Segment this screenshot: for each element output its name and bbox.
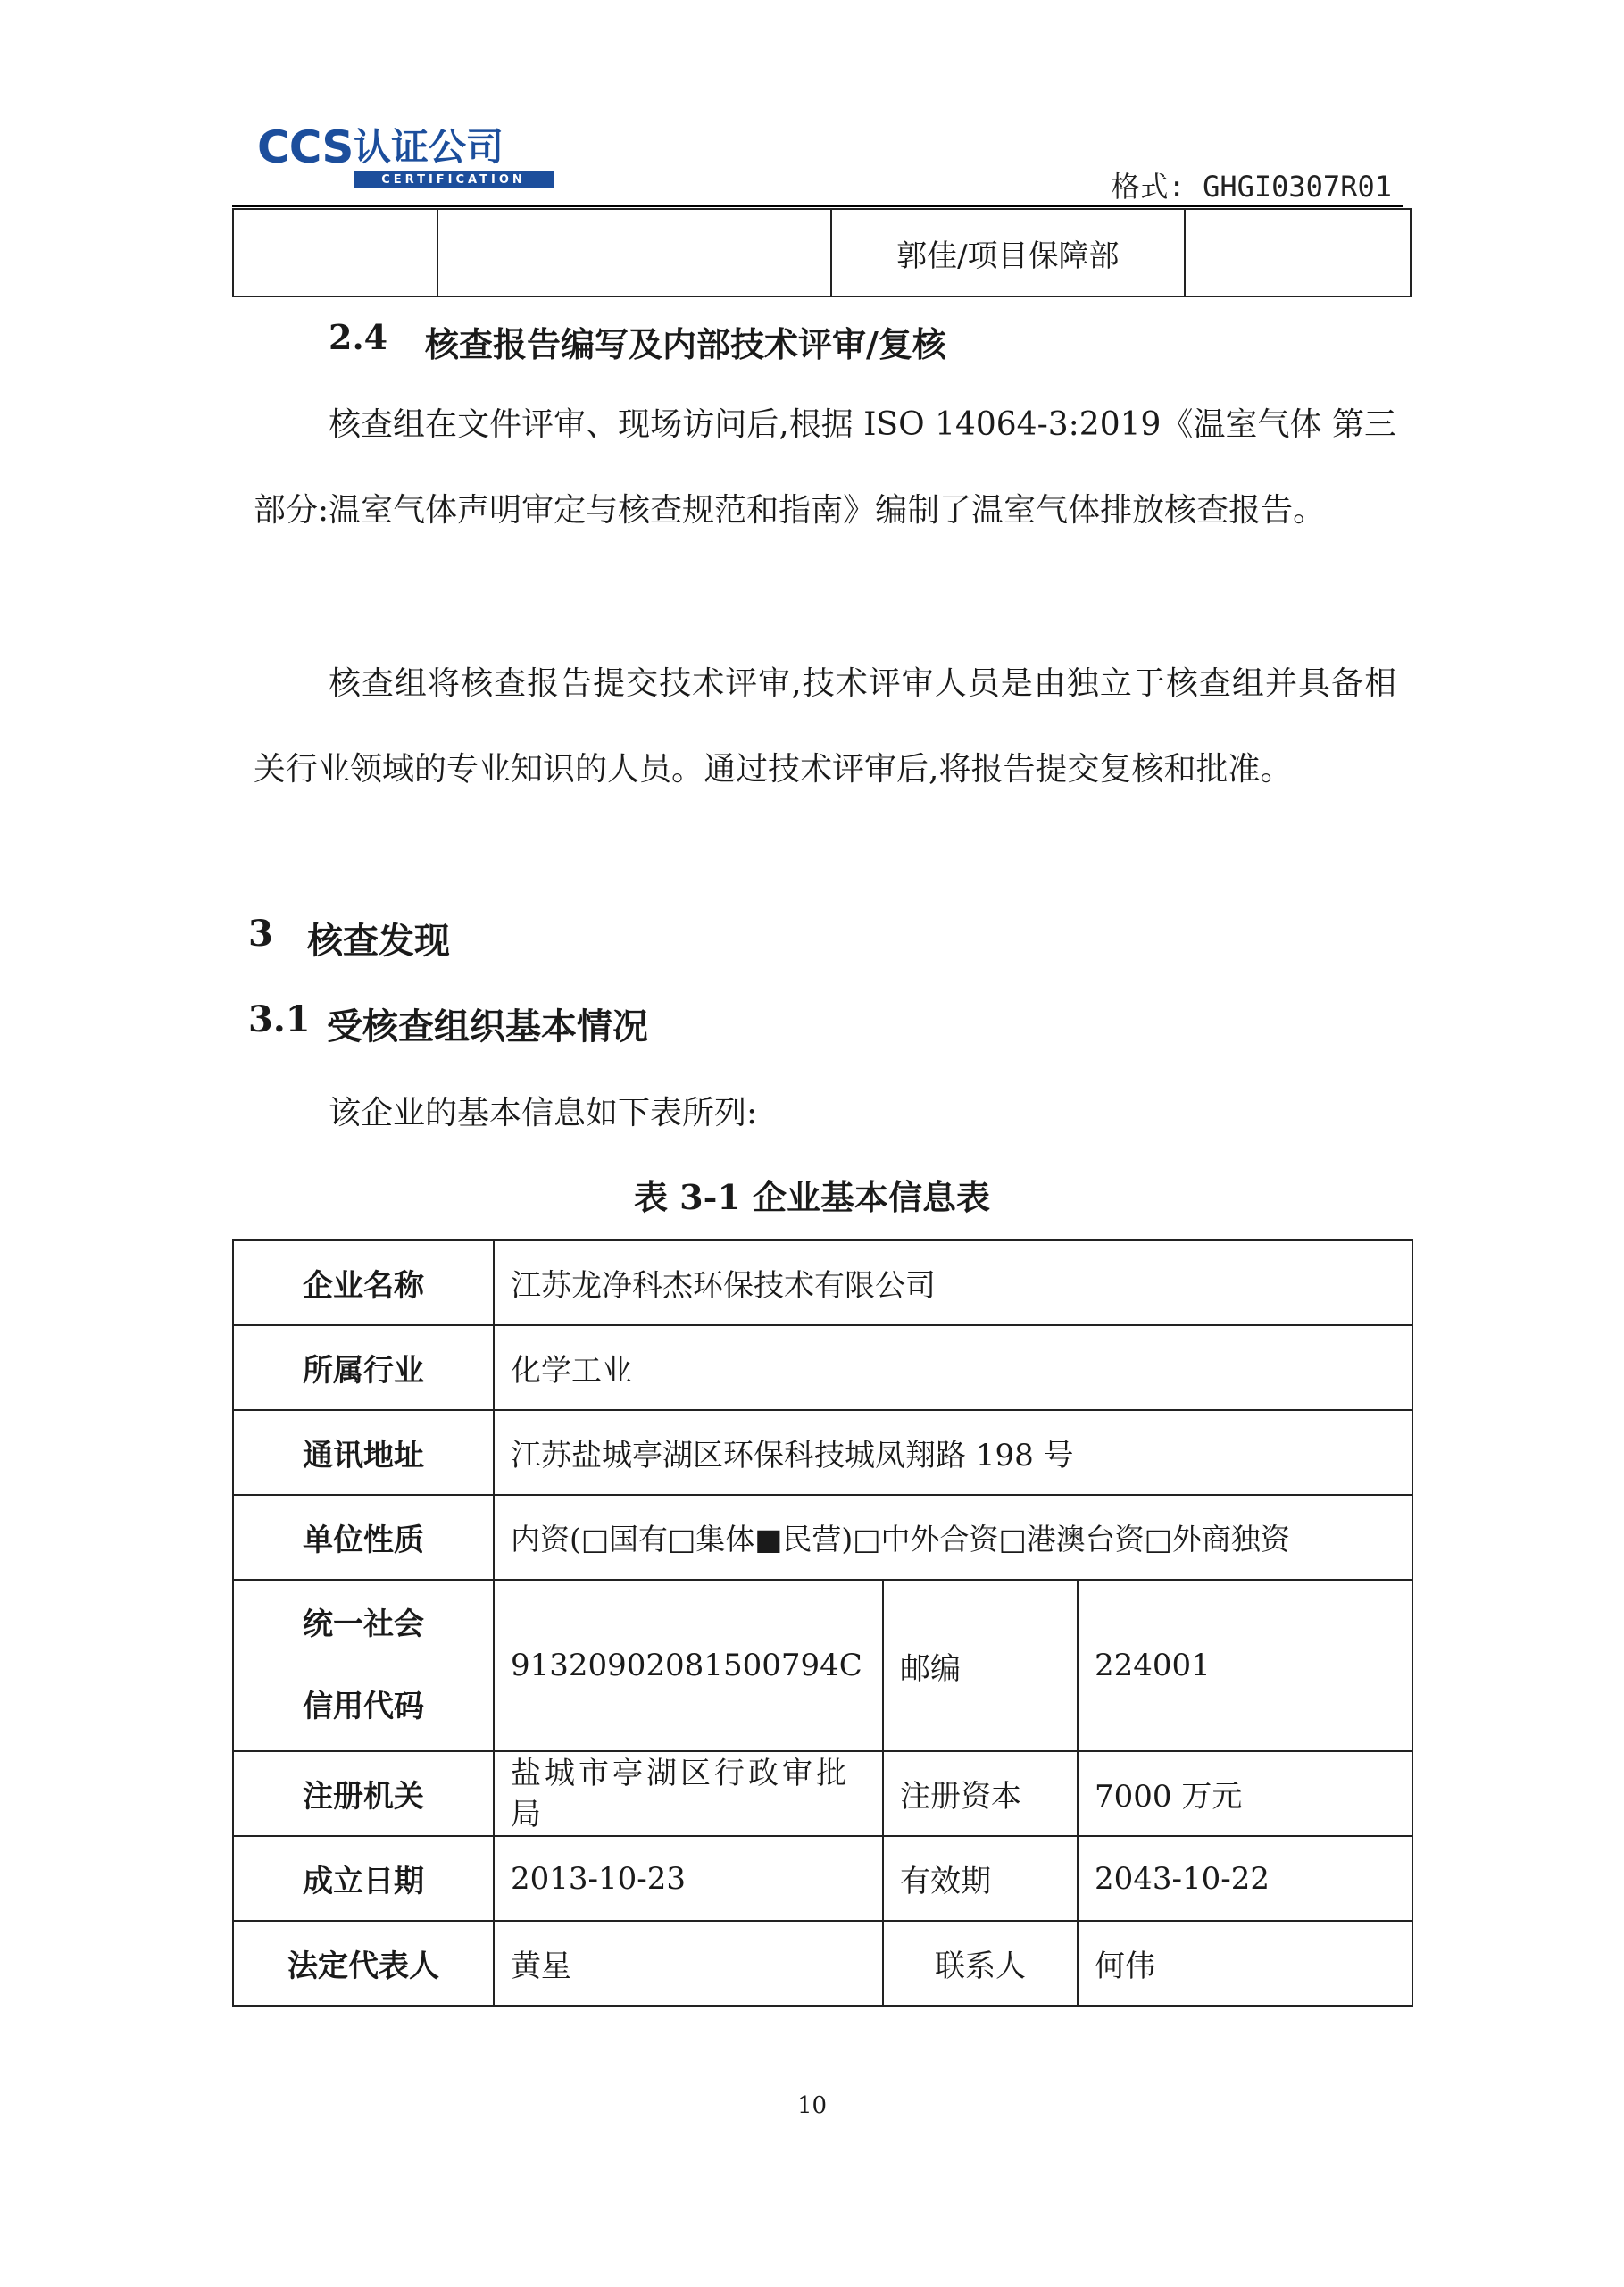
- credit-code-label-line2: 信用代码: [303, 1689, 424, 1724]
- address-label: 通讯地址: [233, 1410, 494, 1495]
- postcode-value: 224001: [1078, 1580, 1412, 1751]
- founded-date-value: 2013-10-23: [494, 1836, 883, 1921]
- registered-capital-label: 注册资本: [883, 1751, 1078, 1836]
- table-row: [233, 1495, 1412, 1580]
- table-row: [233, 1580, 1412, 1751]
- company-logo: [257, 121, 561, 189]
- section-3-title: 核查发现: [307, 920, 450, 962]
- legal-representative-value: 黄星: [494, 1921, 883, 2006]
- founded-date-label: 成立日期: [233, 1836, 494, 1921]
- table-cell: 郭佳/项目保障部: [831, 209, 1185, 296]
- table-cell: [437, 209, 831, 296]
- logo-ccs-text: CCS: [257, 121, 354, 173]
- table-row: [233, 1410, 1412, 1495]
- contact-person-value: 何伟: [1078, 1921, 1412, 2006]
- credit-code-label: [233, 1580, 494, 1751]
- legal-representative-label: 法定代表人: [233, 1921, 494, 2006]
- nature-label: 单位性质: [233, 1495, 494, 1580]
- page-number: 10: [796, 2092, 828, 2119]
- valid-until-value: 2043-10-22: [1078, 1836, 1412, 1921]
- nature-value: 内资(□国有□集体■民营)□中外合资□港澳台资□外商独资: [494, 1495, 1412, 1580]
- credit-code-label-line1: 统一社会: [303, 1607, 424, 1642]
- registration-authority-value: 盐城市亭湖区行政审批局: [494, 1751, 883, 1836]
- credit-code-value: 91320902081500794C: [494, 1580, 883, 1751]
- table-row: [233, 1325, 1412, 1410]
- table-cell: [233, 209, 437, 296]
- table-cell: [1185, 209, 1411, 296]
- form-code: 格式: GHGI0307R01: [1111, 170, 1392, 204]
- paragraph-technical-review: 核查组将核查报告提交技术评审,技术评审人员是由独立于核查组并具备相关行业领域的专业知识的人员。通过技术评审后,将报告提交复核和批准。: [254, 665, 1396, 788]
- previous-table-fragment: [232, 208, 1412, 297]
- table-row: [233, 1836, 1412, 1921]
- contact-person-label: 联系人: [883, 1921, 1078, 2006]
- table-row: [233, 1751, 1412, 1836]
- section-3-number: 3: [248, 913, 273, 955]
- logo-certification-bar: CERTIFICATION: [354, 171, 554, 188]
- company-info-table: [232, 1239, 1413, 2007]
- section-2-4-title: 核查报告编写及内部技术评审/复核: [425, 324, 946, 364]
- table-row: [233, 1921, 1412, 2006]
- registration-authority-label: 注册机关: [233, 1751, 494, 1836]
- company-name-label: 企业名称: [233, 1240, 494, 1325]
- section-2-4-number: 2.4: [329, 317, 388, 357]
- industry-value: 化学工业: [494, 1325, 1412, 1410]
- table-caption: 表 3-1 企业基本信息表: [633, 1177, 991, 1217]
- section-3-1-number: 3.1: [248, 998, 311, 1040]
- registered-capital-value: 7000 万元: [1078, 1751, 1412, 1836]
- table-row: [233, 1240, 1412, 1325]
- industry-label: 所属行业: [233, 1325, 494, 1410]
- company-name-value: 江苏龙净科杰环保技术有限公司: [494, 1240, 1412, 1325]
- table-intro-text: 该企业的基本信息如下表所列:: [329, 1095, 758, 1131]
- valid-until-label: 有效期: [883, 1836, 1078, 1921]
- paragraph-report-writing: 核查组在文件评审、现场访问后,根据 ISO 14064-3:2019《温室气体 第三部分:温室气体声明审定与核查规范和指南》编制了温室气体排放核查报告。: [254, 406, 1396, 529]
- section-3-1-title: 受核查组织基本情况: [327, 1006, 648, 1048]
- table-row: [233, 209, 1411, 296]
- postcode-label: 邮编: [883, 1580, 1078, 1751]
- logo-cn-text: 认证公司: [354, 125, 504, 169]
- header-divider: [232, 205, 1403, 207]
- address-value: 江苏盐城亭湖区环保科技城凤翔路 198 号: [494, 1410, 1412, 1495]
